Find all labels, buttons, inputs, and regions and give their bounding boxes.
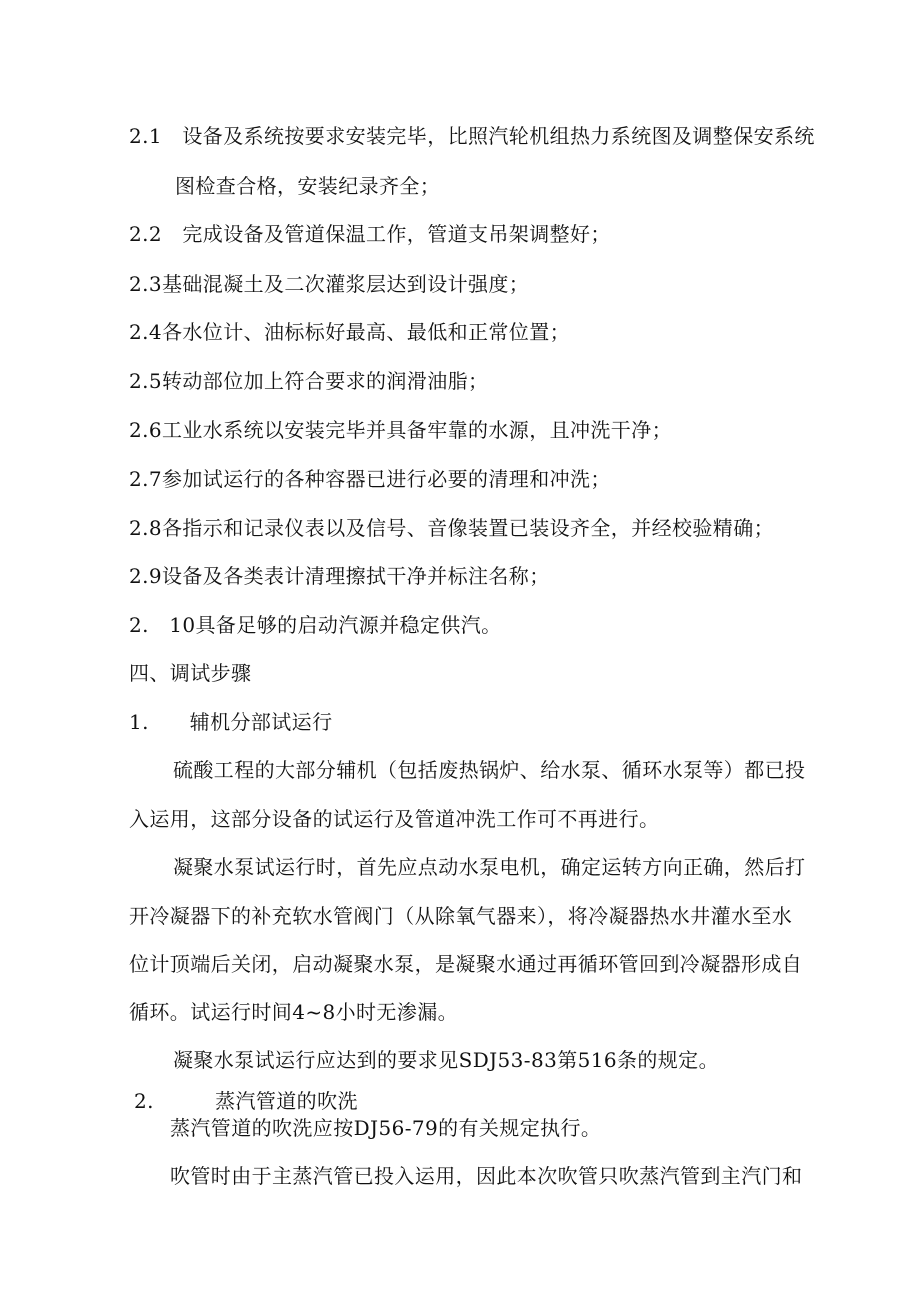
text-line: 2.9设备及各类表计清理擦拭干净并标注名称； <box>129 564 550 588</box>
subsection-heading: 2. 蒸汽管道的吹洗 <box>134 1089 358 1113</box>
paragraph-line: 硫酸工程的大部分辅机（包括废热锅炉、给水泵、循环水泵等）都已投 <box>173 758 806 782</box>
text-line: 图检查合格，安装纪录齐全； <box>175 174 441 198</box>
text-line: 2.5转动部位加上符合要求的润滑油脂； <box>129 369 489 393</box>
text-line: 2.2 完成设备及管道保温工作，管道支吊架调整好； <box>129 222 611 246</box>
text-line: 2.4各水位计、油标标好最高、最低和正常位置； <box>129 320 571 344</box>
paragraph-line: 循环。试运行时间4~8小时无渗漏。 <box>129 1000 459 1024</box>
section-heading: 四、调试步骤 <box>129 661 252 685</box>
paragraph-line: 入运用，这部分设备的试运行及管道冲洗工作可不再进行。 <box>129 807 660 831</box>
paragraph-line: 凝聚水泵试运行应达到的要求见SDJ53-83第516条的规定。 <box>173 1048 719 1072</box>
text-line: 2.3基础混凝土及二次灌浆层达到设计强度； <box>129 272 530 296</box>
text-line: 2.8各指示和记录仪表以及信号、音像装置已装设齐全，并经校验精确； <box>129 516 775 540</box>
text-line: 2.7参加试运行的各种容器已进行必要的清理和冲洗； <box>129 467 611 491</box>
paragraph-line: 蒸汽管道的吹洗应按DJ56-79的有关规定执行。 <box>170 1116 602 1140</box>
paragraph-line: 位计顶端后关闭，启动凝聚水泵，是凝聚水通过再循环管回到冷凝器形成自 <box>129 952 803 976</box>
text-line: 2.6工业水系统以安装完毕并具备牢靠的水源，且冲洗干净； <box>129 418 673 442</box>
paragraph-line: 开冷凝器下的补充软水管阀门（从除氧气器来），将冷凝器热水井灌水至水 <box>129 904 793 928</box>
subsection-heading: 1. 辅机分部试运行 <box>129 710 333 734</box>
text-line: 2. 10具备足够的启动汽源并稳定供汽。 <box>129 613 502 637</box>
paragraph-line: 吹管时由于主蒸汽管已投入运用，因此本次吹管只吹蒸汽管到主汽门和 <box>170 1164 803 1188</box>
text-line: 2.1 设备及系统按要求安装完毕，比照汽轮机组热力系统图及调整保安系统 <box>129 124 815 148</box>
paragraph-line: 凝聚水泵试运行时，首先应点动水泵电机，确定运转方向正确，然后打 <box>173 855 806 879</box>
